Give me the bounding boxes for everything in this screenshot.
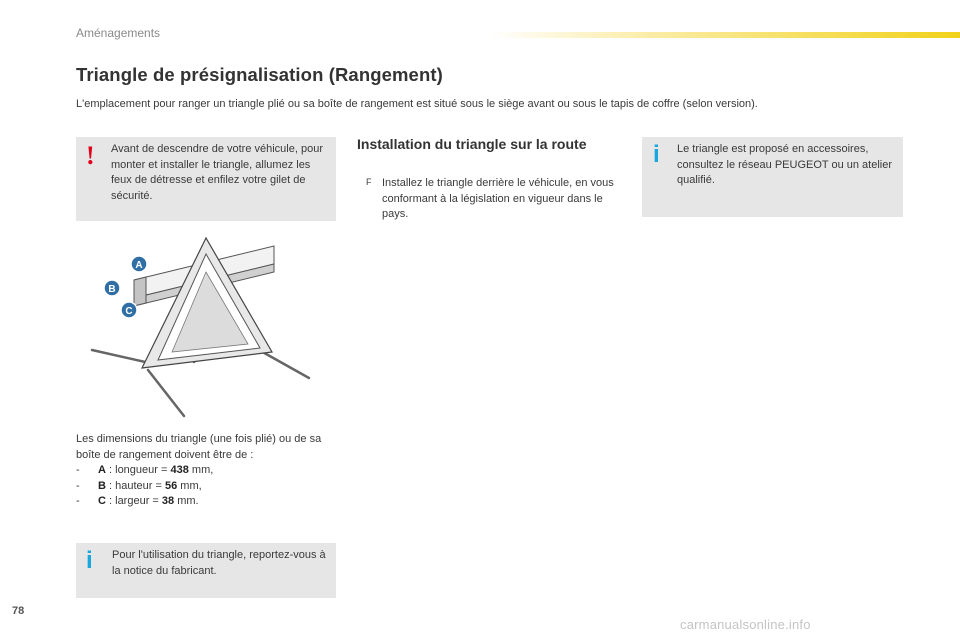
warning-box xyxy=(76,137,336,221)
info-accessories-text: Le triangle est proposé en accessoires, consultez le réseau PEUGEOT ou un atelier qualifié. xyxy=(677,143,893,186)
installation-heading: Installation du triangle sur la route xyxy=(357,136,587,152)
header-rule xyxy=(490,32,960,38)
installation-step-text: Installez le triangle derrière le véhicule, en vous conformant à la législation en vigueur dans le pays. xyxy=(382,177,614,220)
dimension-row-b: - B : hauteur = 56 mm, xyxy=(76,479,202,492)
label-b: B xyxy=(108,284,116,295)
triangle-illustration xyxy=(84,232,334,422)
warning-text: Avant de descendre de votre véhicule, pour monter et installer le triangle, allumez les feux de détresse et enfilez votre gilet de sécurité. xyxy=(111,143,323,202)
step-bullet-icon: F xyxy=(366,177,372,187)
section-header: Aménagements xyxy=(76,26,161,40)
info-icon: i xyxy=(653,141,660,168)
exclamation-icon: ! xyxy=(86,141,95,170)
page-number: 78 xyxy=(12,605,25,617)
intro-text: L'emplacement pour ranger un triangle plié ou sa boîte de rangement est situé sous le siège avant ou sous le tapis de coffre (selon version). xyxy=(76,98,758,110)
info-box-accessories xyxy=(642,137,903,217)
dimensions-block xyxy=(76,432,340,510)
info-box-manufacturer xyxy=(76,543,336,598)
page-title: Triangle de présignalisation (Rangement) xyxy=(76,64,443,85)
dimension-row-a: - A : longueur = 438 mm, xyxy=(76,464,214,476)
label-a: A xyxy=(135,260,143,271)
dimension-row-c: - C : largeur = 38 mm. xyxy=(76,495,199,507)
label-c: C xyxy=(125,306,133,317)
info-manufacturer-text: Pour l'utilisation du triangle, reportez-vous à la notice du fabricant. xyxy=(112,549,326,577)
dimensions-intro: Les dimensions du triangle (une fois plié) ou de sa boîte de rangement doivent être de : xyxy=(76,433,322,461)
info-icon: i xyxy=(86,547,93,574)
watermark: carmanualsonline.info xyxy=(680,617,811,632)
